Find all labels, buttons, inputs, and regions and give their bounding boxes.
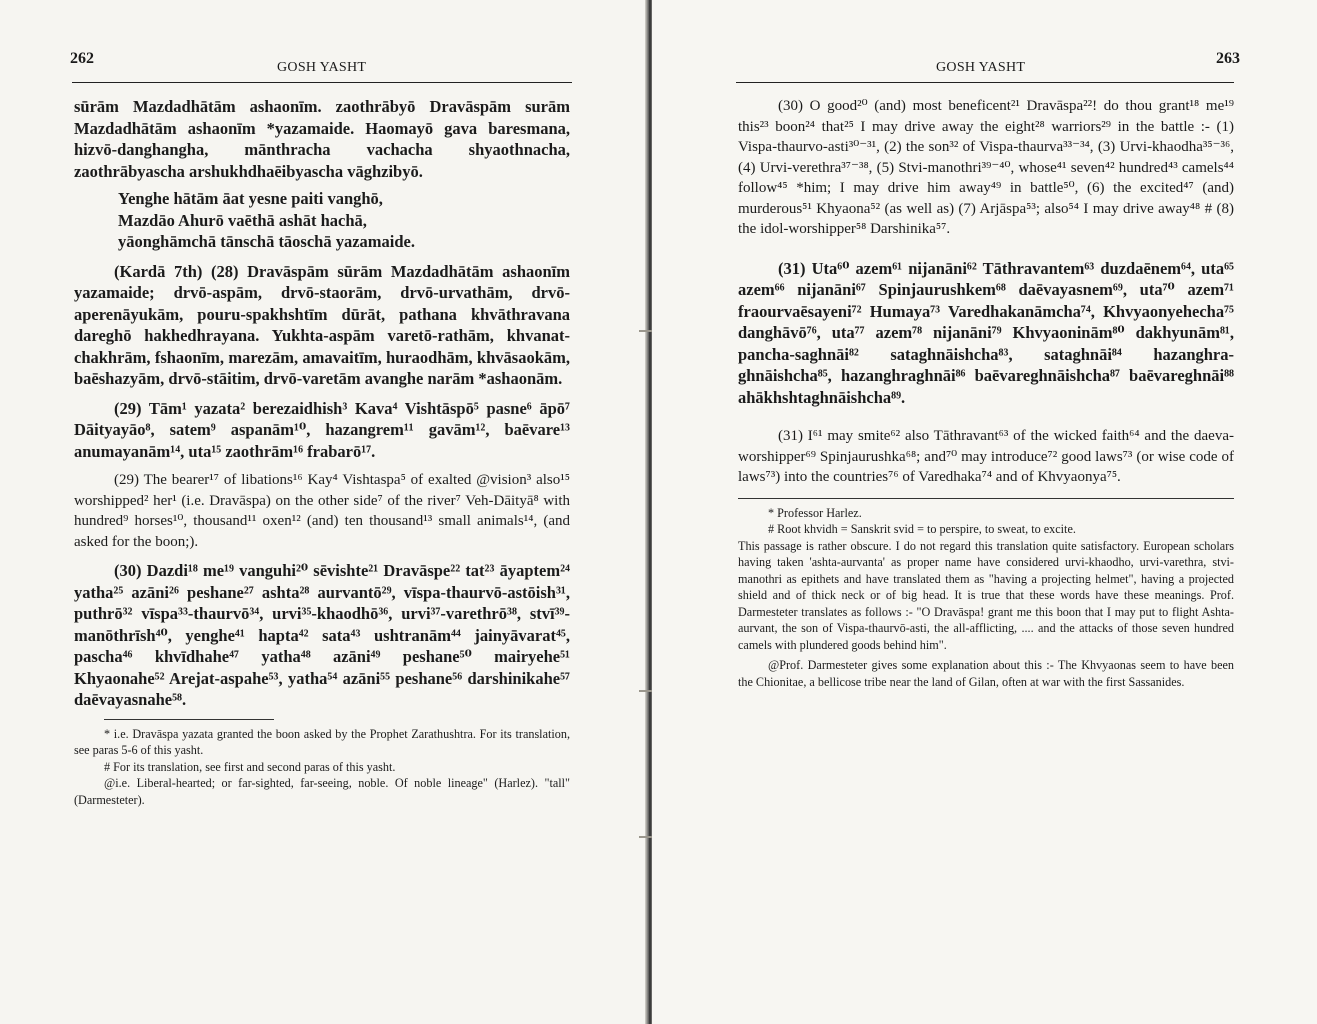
footnote-rule: [738, 498, 1234, 499]
footnote-note: This passage is rather obscure. I do not regard this translation quite satisfactory. European scholars having taken 'ashta-aurvanta' as proper name have considered urvi-khaodho, urvi-varethra, stvi-manothri as epithets and have translated them as "having a projecting helmet", having a projected shield and of thick neck or of big head. It is true that these words have these meanings. Prof. Darmesteter translates as follows :- "O Dravāspa! grant me this boon that I may put to flight Ashta-aurvant, the son of Vispa-thaurvō-asti, the all-afflicting, .... and the attacks of those seven hundred camels with plundered goods behind him".: [738, 538, 1234, 652]
verse-line-3: yāonghāmchā tānschā tāoschā yazamaide.: [118, 232, 416, 251]
left-running-title: GOSH YASHT: [277, 60, 367, 75]
left-text-column: [74, 96, 570, 808]
left-page-header: [72, 48, 572, 83]
avestan-paragraph-karda-7: (Kardā 7th) (28) Dravāspām sūrām Mazdadhātām ashaonīm yazamaide; drvō-aspām, drvō-staorām, drvō-urvathām, drvō-aperenāyukām, pouru-spakhshtīm dūrāt, pathana khvāthravana dareghō hakhedhrayana. Yukhta-aspām varetō-rathām, khvanat-chakhrām, fshaonīm, marezām, amavaitīm, huraodhām, khvāsaokām, baēshazyām, drvō-stāitim, drvō-varetām avanghe narām *ashaonām.: [74, 261, 570, 388]
left-page: [0, 0, 648, 1024]
avestan-paragraph-31: (31) Uta⁶⁰ azem⁶¹ nijanāni⁶² Tāthravantem⁶³ duzdaēnem⁶⁴, uta⁶⁵ azem⁶⁶ nijanāni⁶⁷ Spinjaurushkem⁶⁸ daēvayasnem⁶⁹, uta⁷⁰ azem⁷¹ fraourvaēsayeni⁷² Humaya⁷³ Varedhakanāmcha⁷⁴, Khvyaonyehecha⁷⁵ danghāvō⁷⁶, uta⁷⁷ azem⁷⁸ nijanāni⁷⁹ Khvyaoninām⁸⁰ dakhyunām⁸¹, pancha-saghnāi⁸² sataghnāishcha⁸³, sataghnāi⁸⁴ hazanghra-ghnāishcha⁸⁵, hazanghraghnāi⁸⁶ baēvareghnāishcha⁸⁷ baēvareghnāi⁸⁸ ahākhshtaghnāishcha⁸⁹.: [738, 258, 1234, 407]
avestan-paragraph-1: sūrām Mazdadhātām ashaonīm. zaothrābyō Dravāspām surām Mazdadhātām ashaonīm *yazamaide. Haomayō gava baresmana, hizvō-danghangha, mānthracha vachacha shyaothnacha, zaothrābyascha arshukhdhaēibyascha vāghzibyō.: [74, 97, 570, 181]
translation-paragraph-29: (29) The bearer¹⁷ of libations¹⁶ Kay⁴ Vishtaspa⁵ of exalted @vision³ also¹⁵ worshipped² her¹ (i.e. Dravāspa) on the other side⁷ of the river⁷ Veh-Dāityā⁸ with hundred⁹ horses¹⁰, thousand¹¹ oxen¹² (and) ten thousand¹³ small animals¹⁴, (and asked for the boon;).: [74, 472, 570, 550]
right-page-number: 263: [1216, 50, 1240, 67]
footnote-hash: # Root khvidh = Sanskrit svid = to perspire, to sweat, to excite.: [768, 522, 1076, 536]
avestan-paragraph-29: (29) Tām¹ yazata² berezaidhish³ Kava⁴ Vishtāspō⁵ pasne⁶ āpō⁷ Dāityayāo⁸, satem⁹ aspanām¹⁰, hazangrem¹¹ gavām¹², baēvare¹³ anumayanām¹⁴, uta¹⁵ zaothrām¹⁶ frabarō¹⁷.: [74, 398, 570, 461]
footnote-at: @i.e. Liberal-hearted; or far-sighted, far-seeing, noble. Of noble lineage" (Harlez). "tall" (Darmesteter).: [74, 776, 570, 807]
right-page: [652, 0, 1317, 1024]
footnote-asterisk: * i.e. Dravāspa yazata granted the boon asked by the Prophet Zarathushtra. For its translation, see paras 5-6 of this yasht.: [74, 726, 570, 757]
footnote-hash: # For its translation, see first and second paras of this yasht.: [104, 759, 396, 774]
verse-line-1: Yenghe hātām āat yesne paiti vanghō,: [118, 189, 383, 208]
footnote-at: @Prof. Darmesteter gives some explanation about this :- The Khvyaonas seem to have been the Chionitae, a bellicose tribe near the land of Gilan, often at war with the first Sassanides.: [738, 658, 1234, 689]
verse-line-2: Mazdāo Ahurō vaēthā ashāt hachā,: [118, 210, 367, 230]
avestan-paragraph-30: (30) Dazdi¹⁸ me¹⁹ vanguhi²⁰ sēvishte²¹ Dravāspe²² tat²³ āyaptem²⁴ yatha²⁵ azāni²⁶ peshane²⁷ ashta²⁸ aurvantō²⁹, vīspa-thaurvō-astōish³¹, puthrō³² vīspa³³-thaurvō³⁴, urvi³⁵-khaodhō³⁶, urvi³⁷-varethrō³⁸, stvī³⁹-manōthrīsh⁴⁰, yenghe⁴¹ hapta⁴² sata⁴³ ushtranām⁴⁴ jainyāvarat⁴⁵, pascha⁴⁶ khvīdhahe⁴⁷ yatha⁴⁸ azāni⁴⁹ peshane⁵⁰ mairyehe⁵¹ Khyaonahe⁵² Arejat-aspahe⁵³, yatha⁵⁴ azāni⁵⁵ peshane⁵⁶ darshinikahe⁵⁷ daēvayasnahe⁵⁸.: [74, 561, 570, 709]
footnote-rule: [104, 719, 274, 720]
translation-paragraph-30: (30) O good²⁰ (and) most beneficent²¹ Dravāspa²²! do thou grant¹⁸ me¹⁹ this²³ boon²⁴ that²⁵ I may drive away the eight²⁸ warriors²⁹ in the battle :- (1) Vispa-thaurvo-asti³⁰⁻³¹, (2) the son³² of Vispa-thaurva³³⁻³⁴, (3) Urvi-khaodha³⁵⁻³⁶, (4) Urvi-verethra³⁷⁻³⁸, (5) Stvi-manothri³⁹⁻⁴⁰, whose⁴¹ seven⁴² hundred⁴³ camels⁴⁴ follow⁴⁵ *him; I may drive him away⁴⁹ in battle⁵⁰, (6) the excited⁴⁷ (and) murderous⁵¹ Khyaona⁵² (as well as) (7) Arjāspa⁵³; also⁵⁴ I may drive away⁴⁸ # (8) the idol-worshipper⁵⁸ Darshinika⁵⁷.: [738, 98, 1234, 237]
right-running-title: GOSH YASHT: [936, 60, 1026, 75]
right-page-header: [736, 48, 1240, 83]
translation-paragraph-31: (31) I⁶¹ may smite⁶² also Tāthravant⁶³ of the wicked faith⁶⁴ and the daeva-worshipper⁶⁹ Spinjaurushka⁶⁸; and⁷⁰ may introduce⁷² good laws⁷³ (or wise code of laws⁷³) into the countries⁷⁶ of Varedhaka⁷⁴ and of Khvyaonya⁷⁵.: [738, 428, 1234, 485]
right-text-column: [738, 96, 1234, 690]
left-page-number: 262: [70, 50, 94, 67]
footnote-asterisk: * Professor Harlez.: [768, 505, 862, 520]
